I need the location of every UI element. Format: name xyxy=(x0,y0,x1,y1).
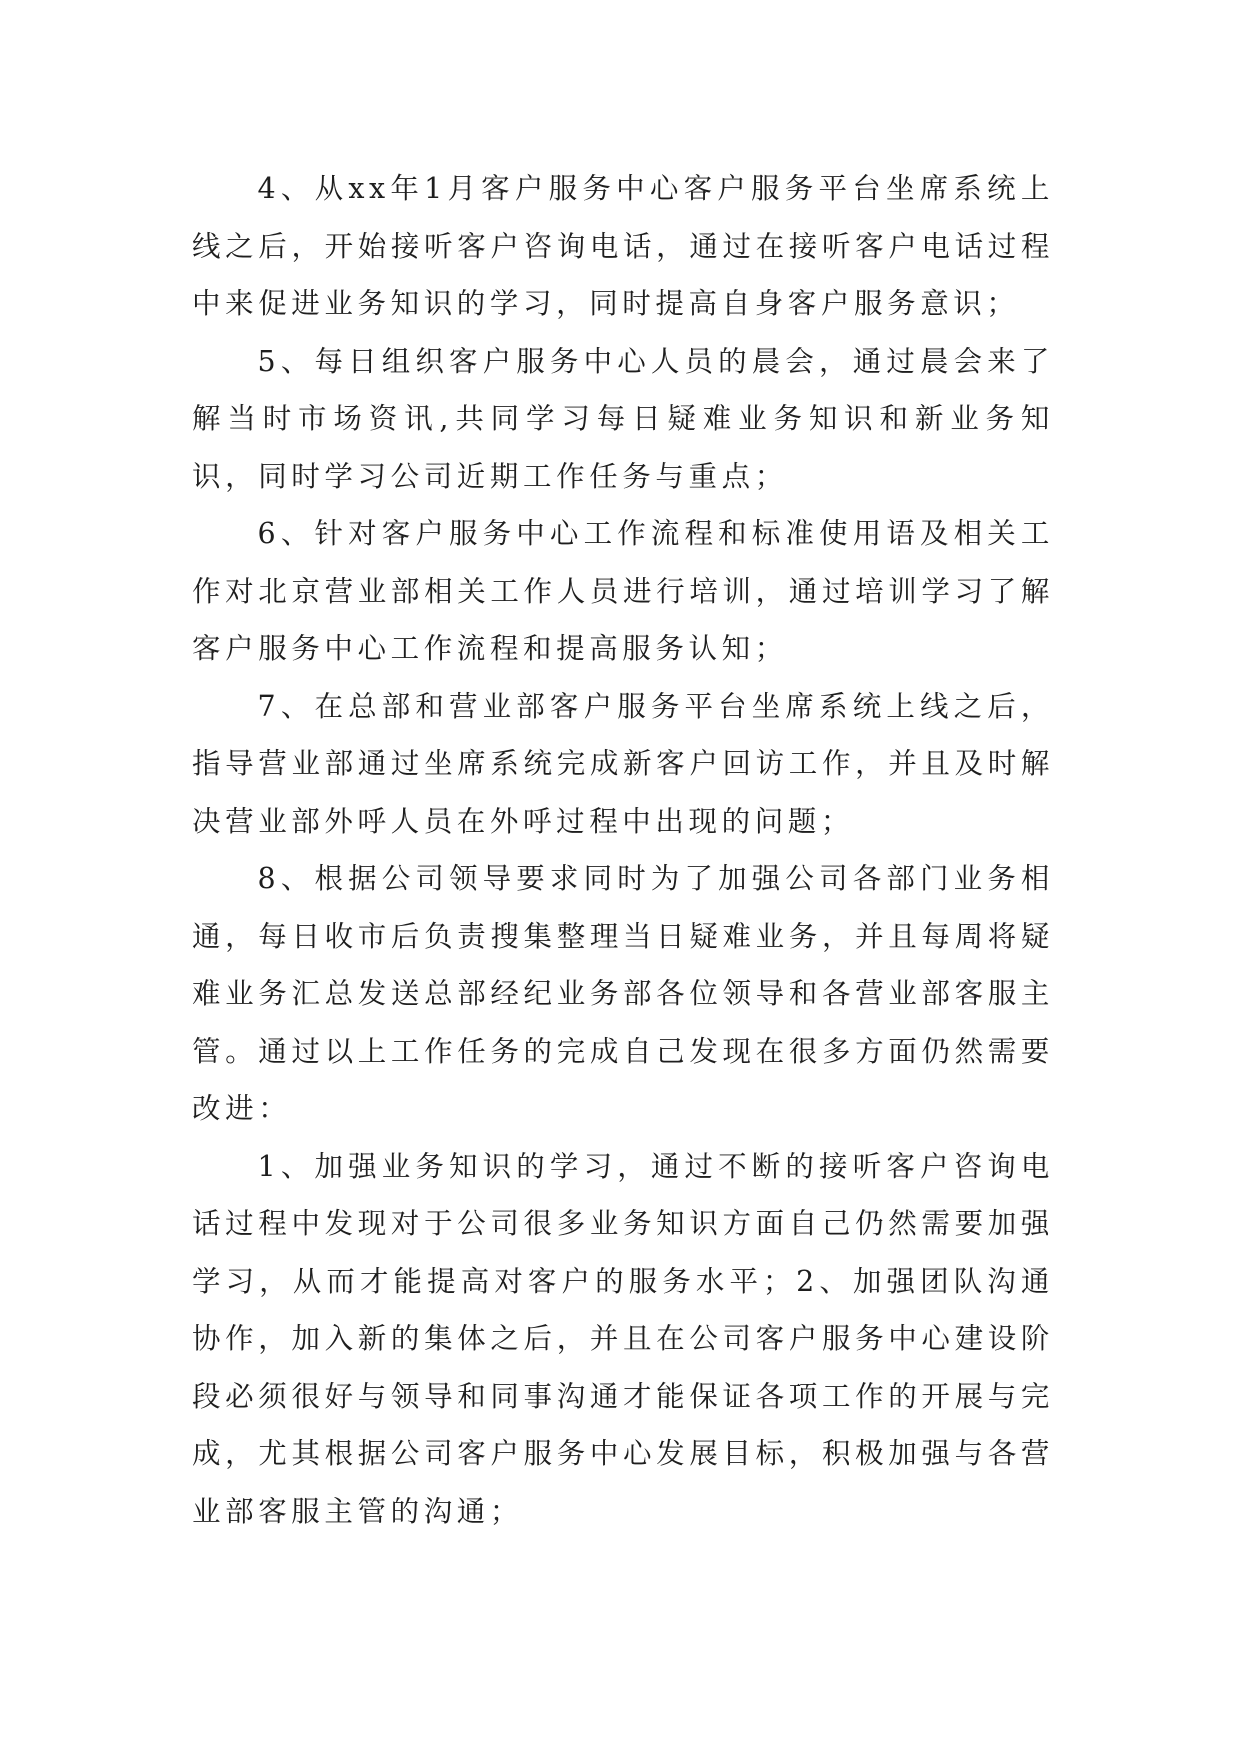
paragraph-item-4: 4、从xx年1月客户服务中心客户服务平台坐席系统上线之后，开始接听客户咨询电话，通过在接听客户电话过程中来促进业务知识的学习，同时提高自身客户服务意识； xyxy=(192,172,1054,320)
document-body xyxy=(192,160,1054,1540)
paragraph-improvements: 1、加强业务知识的学习，通过不断的接听客户咨询电话过程中发现对于公司很多业务知识方面自己仍然需要加强学习，从而才能提高对客户的服务水平；2、加强团队沟通协作，加入新的集体之后，并且在公司客户服务中心建设阶段必须很好与领导和同事沟通才能保证各项工作的开展与完成，尤其根据公司客户服务中心发展目标，积极加强与各营业部客服主管的沟通； xyxy=(192,1149,1054,1528)
paragraph-item-8: 8、根据公司领导要求同时为了加强公司各部门业务相通，每日收市后负责搜集整理当日疑难业务，并且每周将疑难业务汇总发送总部经纪业务部各位领导和各营业部客服主管。通过以上工作任务的完成自己发现在很多方面仍然需要改进： xyxy=(192,862,1054,1125)
paragraph-item-7: 7、在总部和营业部客户服务平台坐席系统上线之后，指导营业部通过坐席系统完成新客户回访工作，并且及时解决营业部外呼人员在外呼过程中出现的问题； xyxy=(192,689,1054,838)
paragraph-item-5: 5、每日组织客户服务中心人员的晨会，通过晨会来了解当时市场资讯,共同学习每日疑难业务知识和新业务知识，同时学习公司近期工作任务与重点； xyxy=(192,344,1054,493)
paragraph-item-6: 6、针对客户服务中心工作流程和标准使用语及相关工作对北京营业部相关工作人员进行培训，通过培训学习了解客户服务中心工作流程和提高服务认知； xyxy=(192,517,1054,665)
